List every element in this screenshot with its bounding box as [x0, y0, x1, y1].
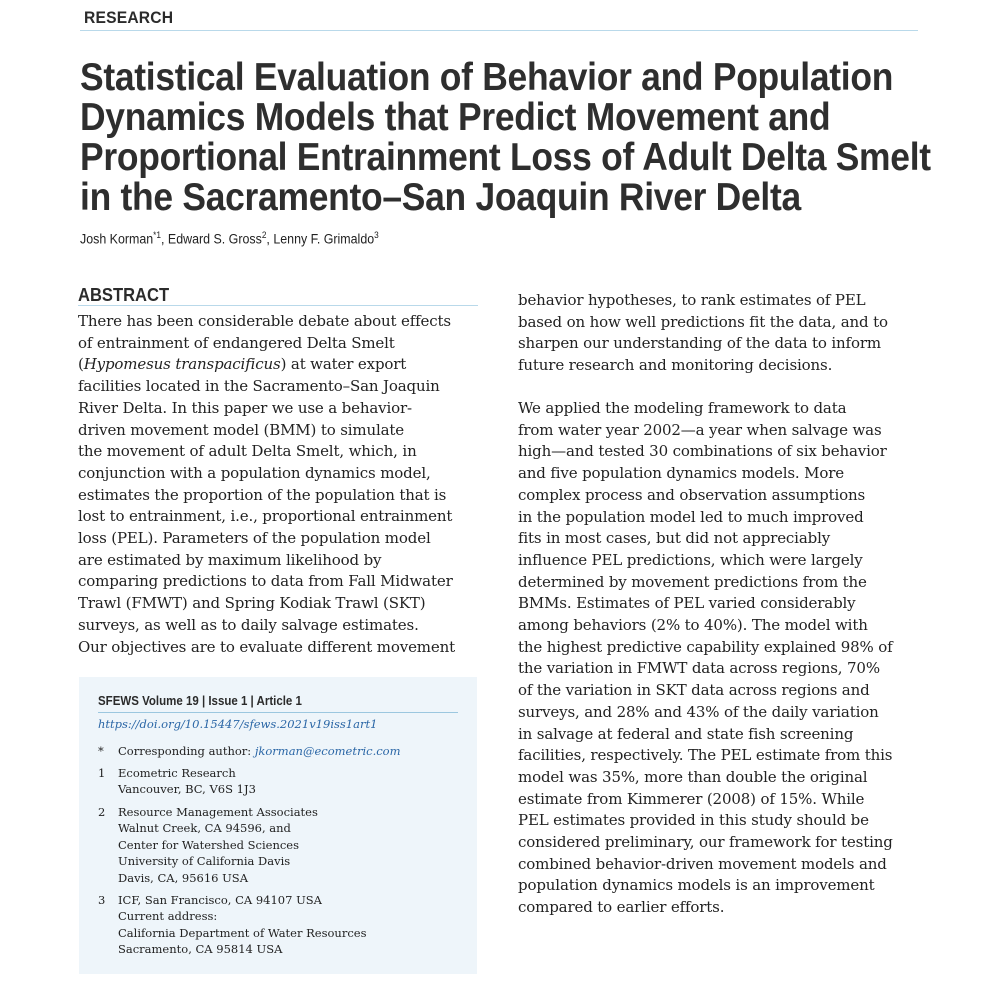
- abstract-left-column: [78, 311, 455, 658]
- abstract-line: estimate from Kimmerer (2008) of 15%. While: [518, 789, 865, 808]
- abstract-line: (Hypomesus transpacificus) at water export: [78, 355, 407, 374]
- corresponding-email-link[interactable]: jkorman@ecometric.com: [254, 744, 401, 758]
- abstract-line: loss (PEL). Parameters of the population model: [78, 529, 431, 548]
- author-name: Josh Korman: [80, 231, 154, 247]
- title-line: Proportional Entrainment Loss of Adult Delta Smelt: [80, 136, 931, 179]
- abstract-line: facilities located in the Sacramento–San Joaquin: [78, 377, 440, 396]
- abstract-line: facilities, respectively. The PEL estimate from this: [518, 746, 893, 765]
- affiliation-number: 1: [98, 766, 106, 780]
- species-name: Hypomesus transpacificus: [83, 355, 281, 374]
- abstract-line: River Delta. In this paper we use a behavior-: [78, 398, 412, 417]
- abstract-right-paragraph-2: [518, 398, 893, 919]
- abstract-line: in salvage at federal and state fish screening: [518, 724, 854, 743]
- abstract-line: complex process and observation assumptions: [518, 485, 866, 504]
- abstract-line: estimates the proportion of the population that is: [78, 485, 447, 504]
- abstract-line: behavior hypotheses, to rank estimates of PEL: [518, 291, 866, 309]
- affiliation-number: 3: [98, 893, 106, 907]
- abstract-line: among behaviors (2% to 40%). The model with: [518, 616, 868, 635]
- footnote-mark: *: [98, 744, 104, 758]
- abstract-line: high—and tested 30 combinations of six behavior: [518, 442, 887, 461]
- affiliation-text: Ecometric Research Vancouver, BC, V6S 1J3: [118, 766, 256, 797]
- author-affiliation-mark: 3: [374, 230, 379, 240]
- abstract-rule: [78, 305, 478, 306]
- doi-link[interactable]: https://doi.org/10.15447/sfews.2021v19iss1art1: [98, 717, 378, 731]
- abstract-line: surveys, and 28% and 43% of the daily variation: [518, 702, 879, 721]
- journal-citation: SFEWS Volume 19 | Issue 1 | Article 1: [98, 694, 302, 708]
- title-line: Statistical Evaluation of Behavior and Population: [80, 56, 894, 99]
- author-affiliation-mark: *1: [153, 230, 162, 240]
- author-list: [80, 230, 379, 247]
- abstract-line: the movement of adult Delta Smelt, which, in: [78, 442, 417, 461]
- article-info-box: [79, 677, 477, 974]
- abstract-line: PEL estimates provided in this study should be: [518, 811, 869, 830]
- abstract-right-paragraph-1: [518, 290, 888, 377]
- abstract-line: combined behavior-driven movement models and: [518, 854, 887, 873]
- corresponding-author-text: [118, 743, 401, 759]
- abstract-line: future research and monitoring decisions.: [518, 356, 833, 375]
- affiliation-text: Resource Management Associates Walnut Creek, CA 94596, and Center for Watershed Sciences University of California Davis Davis, CA, 95616 USA: [118, 805, 318, 885]
- section-label: RESEARCH: [84, 8, 174, 27]
- abstract-line: Trawl (FMWT) and Spring Kodiak Trawl (SKT): [78, 594, 426, 613]
- corresponding-label: Corresponding author:: [118, 744, 255, 758]
- abstract-line: influence PEL predictions, which were largely: [518, 550, 863, 569]
- author-separator: ,: [161, 231, 168, 247]
- affiliation-text: ICF, San Francisco, CA 94107 USA Current address: California Department of Water Resources Sacramento, CA 95814 USA: [118, 893, 367, 957]
- abstract-line: driven movement model (BMM) to simulate: [78, 420, 405, 439]
- abstract-line: BMMs. Estimates of PEL varied considerably: [518, 594, 856, 613]
- abstract-line: the highest predictive capability explained 98% of: [518, 637, 893, 656]
- abstract-line: conjunction with a population dynamics model,: [78, 463, 431, 482]
- author-name: Edward S. Gross: [167, 231, 262, 247]
- info-box-rule: [98, 712, 458, 713]
- abstract-line: considered preliminary, our framework for testing: [518, 833, 893, 852]
- affiliation-number: 2: [98, 805, 106, 819]
- author-separator: ,: [266, 231, 274, 247]
- abstract-line: determined by movement predictions from the: [518, 572, 867, 591]
- abstract-line: of the variation in SKT data across regions and: [518, 681, 870, 700]
- abstract-heading: ABSTRACT: [78, 285, 170, 305]
- abstract-line: population dynamics models is an improvement: [518, 876, 875, 895]
- abstract-line: in the population model led to much improved: [518, 507, 864, 526]
- abstract-line: and five population dynamics models. More: [518, 464, 844, 483]
- title-line: Dynamics Models that Predict Movement and: [80, 96, 831, 139]
- abstract-line: the variation in FMWT data across regions, 70%: [518, 659, 880, 678]
- header-rule: [80, 30, 918, 31]
- abstract-line: of entrainment of endangered Delta Smelt: [78, 333, 395, 352]
- abstract-line: comparing predictions to data from Fall Midwater: [78, 572, 453, 591]
- abstract-line: lost to entrainment, i.e., proportional entrainment: [78, 507, 453, 526]
- article-title: [80, 56, 931, 219]
- abstract-line: compared to earlier efforts.: [518, 898, 725, 917]
- author-affiliation-mark: 2: [261, 230, 267, 240]
- author-name: Lenny F. Grimaldo: [273, 231, 375, 247]
- abstract-line: are estimated by maximum likelihood by: [78, 550, 382, 569]
- abstract-line: sharpen our understanding of the data to inform: [518, 334, 881, 353]
- abstract-line: There has been considerable debate about effects: [78, 312, 451, 330]
- abstract-line: based on how well predictions fit the data, and to: [518, 312, 888, 331]
- abstract-line: from water year 2002—a year when salvage was: [518, 420, 882, 439]
- abstract-line: surveys, as well as to daily salvage estimates.: [78, 615, 419, 634]
- abstract-line: model was 35%, more than double the original: [518, 767, 868, 786]
- abstract-line: Our objectives are to evaluate different movement: [78, 637, 455, 656]
- title-line: in the Sacramento–San Joaquin River Delta: [80, 176, 801, 219]
- abstract-line: We applied the modeling framework to data: [518, 399, 847, 417]
- abstract-line: fits in most cases, but did not appreciably: [518, 529, 831, 548]
